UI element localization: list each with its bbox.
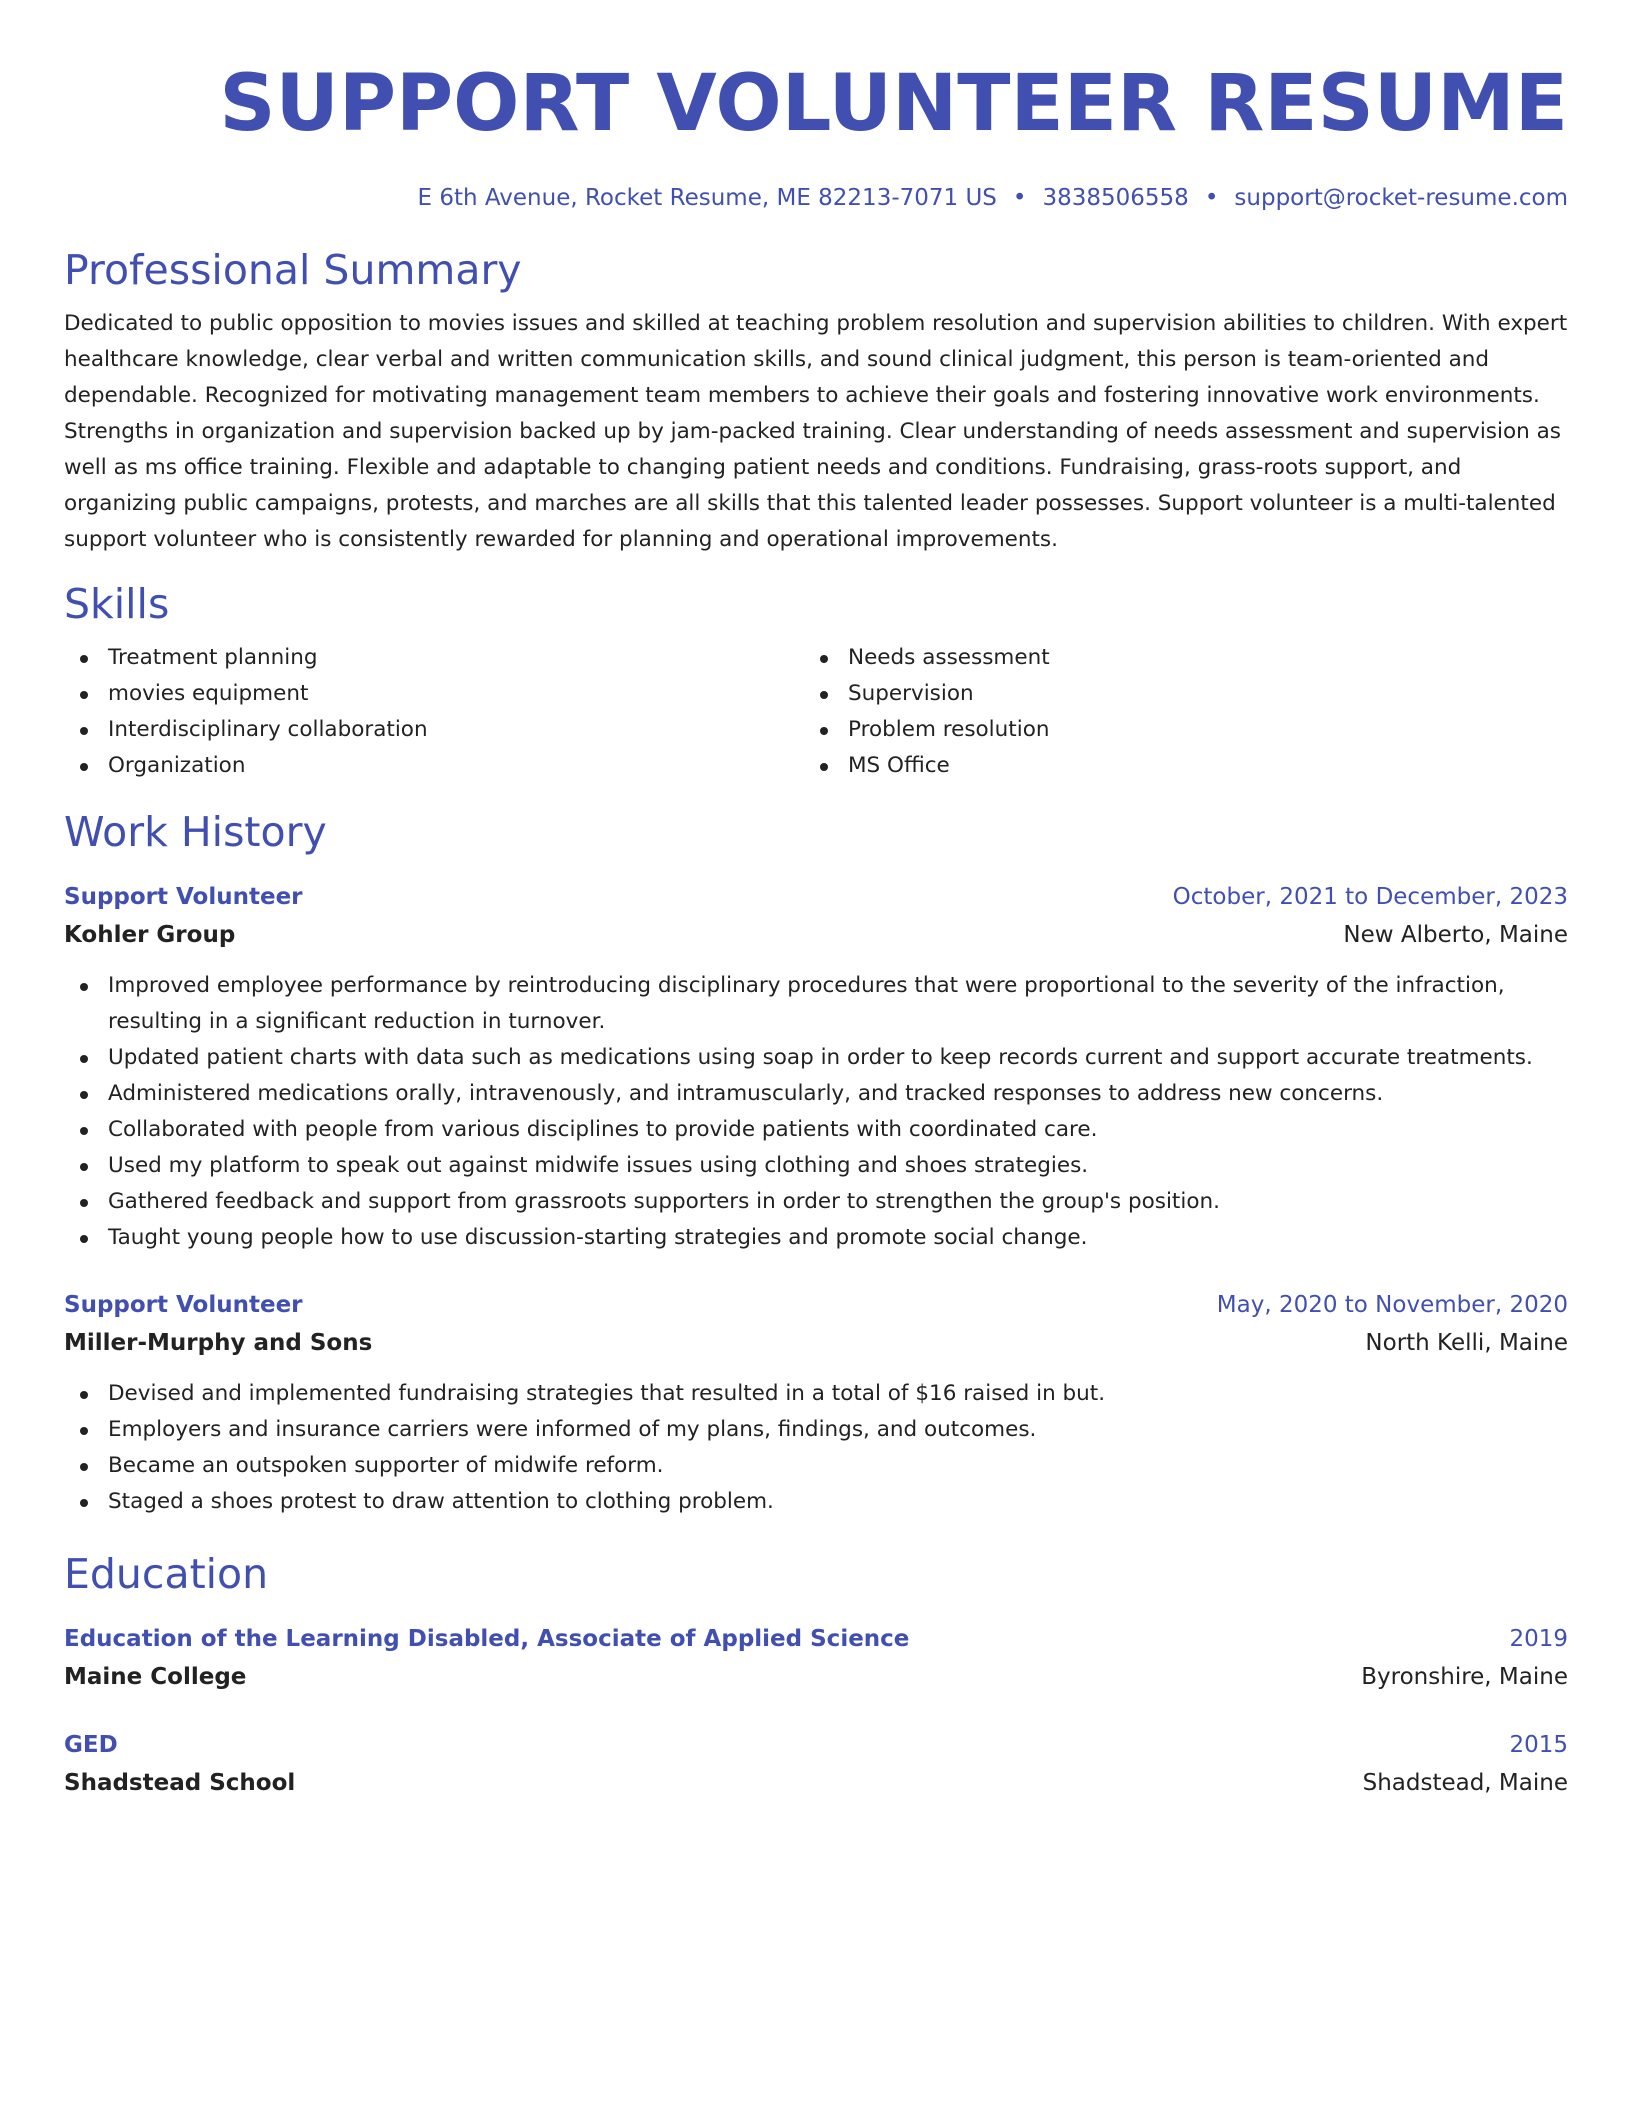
skill-item: MS Office <box>804 748 1544 784</box>
education-location: Shadstead, Maine <box>1362 1770 1568 1796</box>
bullet-icon <box>80 655 88 663</box>
bullet-icon <box>820 763 828 771</box>
education-header-row <box>64 1620 1568 1658</box>
education-degree: GED <box>64 1732 118 1758</box>
contact-separator: • <box>1012 185 1027 211</box>
bullet-icon <box>80 1091 88 1099</box>
bullet-icon <box>80 1463 88 1471</box>
skill-item: movies equipment <box>64 676 804 712</box>
section-title-skills: Skills <box>64 580 170 628</box>
bullet-icon <box>80 1427 88 1435</box>
bullet-icon <box>80 727 88 735</box>
job-company: Miller-Murphy and Sons <box>64 1330 373 1356</box>
skill-item: Needs assessment <box>804 640 1544 676</box>
job-bullet: Used my platform to speak out against midwife issues using clothing and shoes strategies. <box>64 1148 1568 1184</box>
skills-column-left <box>64 640 804 784</box>
job-bullets <box>64 1376 1568 1520</box>
skill-item: Treatment planning <box>64 640 804 676</box>
job-subheader-row <box>64 1324 1568 1362</box>
education-location: Byronshire, Maine <box>1361 1664 1568 1690</box>
contact-email[interactable]: support@rocket-resume.com <box>1234 185 1568 211</box>
skill-item: Organization <box>64 748 804 784</box>
bullet-icon <box>80 1391 88 1399</box>
job-header-row <box>64 878 1568 916</box>
summary-text: Dedicated to public opposition to movies issues and skilled at teaching problem resolution and supervision abilities to children. With expert healthcare knowledge, clear verbal and written communication skills, and sound clinical judgment, this person is team-oriented and dependable. Recognized for motivating management team members to achieve their goals and fostering innovative work environments. Strengths in organization and supervision backed up by jam-packed training. Clear understanding of needs assessment and supervision as well as ms office training. Flexible and adaptable to changing patient needs and conditions. Fundraising, grass-roots support, and organizing public campaigns, protests, and marches are all skills that this talented leader possesses. Support volunteer is a multi-talented support volunteer who is consistently rewarded for planning and operational improvements. <box>64 311 1568 552</box>
education-school: Shadstead School <box>64 1770 296 1796</box>
job-location: New Alberto, Maine <box>1343 922 1568 948</box>
bullet-icon <box>820 727 828 735</box>
bullet-icon <box>80 1055 88 1063</box>
skill-item: Supervision <box>804 676 1544 712</box>
skills-list <box>64 640 1568 784</box>
contact-address: E 6th Avenue, Rocket Resume, ME 82213-7071 US <box>417 185 997 211</box>
job-subheader-row <box>64 916 1568 954</box>
skill-item: Problem resolution <box>804 712 1544 748</box>
education-entry <box>64 1620 1568 1696</box>
bullet-icon <box>80 1127 88 1135</box>
bullet-icon <box>80 1163 88 1171</box>
skill-item: Interdisciplinary collaboration <box>64 712 804 748</box>
job-bullet: Employers and insurance carriers were informed of my plans, findings, and outcomes. <box>64 1412 1568 1448</box>
bullet-icon <box>80 691 88 699</box>
job-entry <box>64 878 1568 1256</box>
job-title: Support Volunteer <box>64 1292 303 1318</box>
bullet-icon <box>80 983 88 991</box>
bullet-icon <box>80 1235 88 1243</box>
education-school: Maine College <box>64 1664 247 1690</box>
bullet-icon <box>80 1199 88 1207</box>
job-title: Support Volunteer <box>64 884 303 910</box>
education-header-row <box>64 1726 1568 1764</box>
job-bullet: Staged a shoes protest to draw attention to clothing problem. <box>64 1484 1568 1520</box>
section-title-work-history: Work History <box>64 808 327 856</box>
job-bullet: Collaborated with people from various disciplines to provide patients with coordinated care. <box>64 1112 1568 1148</box>
job-bullet: Became an outspoken supporter of midwife reform. <box>64 1448 1568 1484</box>
education-subheader-row <box>64 1658 1568 1696</box>
bullet-icon <box>820 655 828 663</box>
education-year: 2019 <box>1509 1626 1568 1652</box>
job-header-row <box>64 1286 1568 1324</box>
job-bullet: Devised and implemented fundraising strategies that resulted in a total of $16 raised in but. <box>64 1376 1568 1412</box>
bullet-icon <box>80 1499 88 1507</box>
contact-separator: • <box>1204 185 1219 211</box>
job-dates: May, 2020 to November, 2020 <box>1216 1292 1568 1318</box>
section-title-education: Education <box>64 1550 269 1598</box>
job-location: North Kelli, Maine <box>1365 1330 1568 1356</box>
education-degree: Education of the Learning Disabled, Associate of Applied Science <box>64 1626 910 1652</box>
job-bullet: Gathered feedback and support from grassroots supporters in order to strengthen the group's position. <box>64 1184 1568 1220</box>
contact-line <box>64 182 1568 214</box>
education-entry <box>64 1726 1568 1802</box>
job-bullet: Taught young people how to use discussion-starting strategies and promote social change. <box>64 1220 1568 1256</box>
education-subheader-row <box>64 1764 1568 1802</box>
bullet-icon <box>820 691 828 699</box>
job-dates: October, 2021 to December, 2023 <box>1172 884 1568 910</box>
section-title-summary: Professional Summary <box>64 246 522 294</box>
contact-phone[interactable]: 3838506558 <box>1042 185 1189 211</box>
education-year: 2015 <box>1509 1732 1568 1758</box>
job-bullet: Updated patient charts with data such as medications using soap in order to keep records current and support accurate treatments. <box>64 1040 1568 1076</box>
job-company: Kohler Group <box>64 922 236 948</box>
job-entry <box>64 1286 1568 1520</box>
job-bullets <box>64 968 1568 1256</box>
resume-name: SUPPORT VOLUNTEER RESUME <box>219 59 1568 149</box>
bullet-icon <box>80 763 88 771</box>
skills-column-right <box>804 640 1544 784</box>
job-bullet: Improved employee performance by reintroducing disciplinary procedures that were proportional to the severity of the infraction, resulting in a significant reduction in turnover. <box>64 968 1568 1040</box>
job-bullet: Administered medications orally, intravenously, and intramuscularly, and tracked responses to address new concerns. <box>64 1076 1568 1112</box>
